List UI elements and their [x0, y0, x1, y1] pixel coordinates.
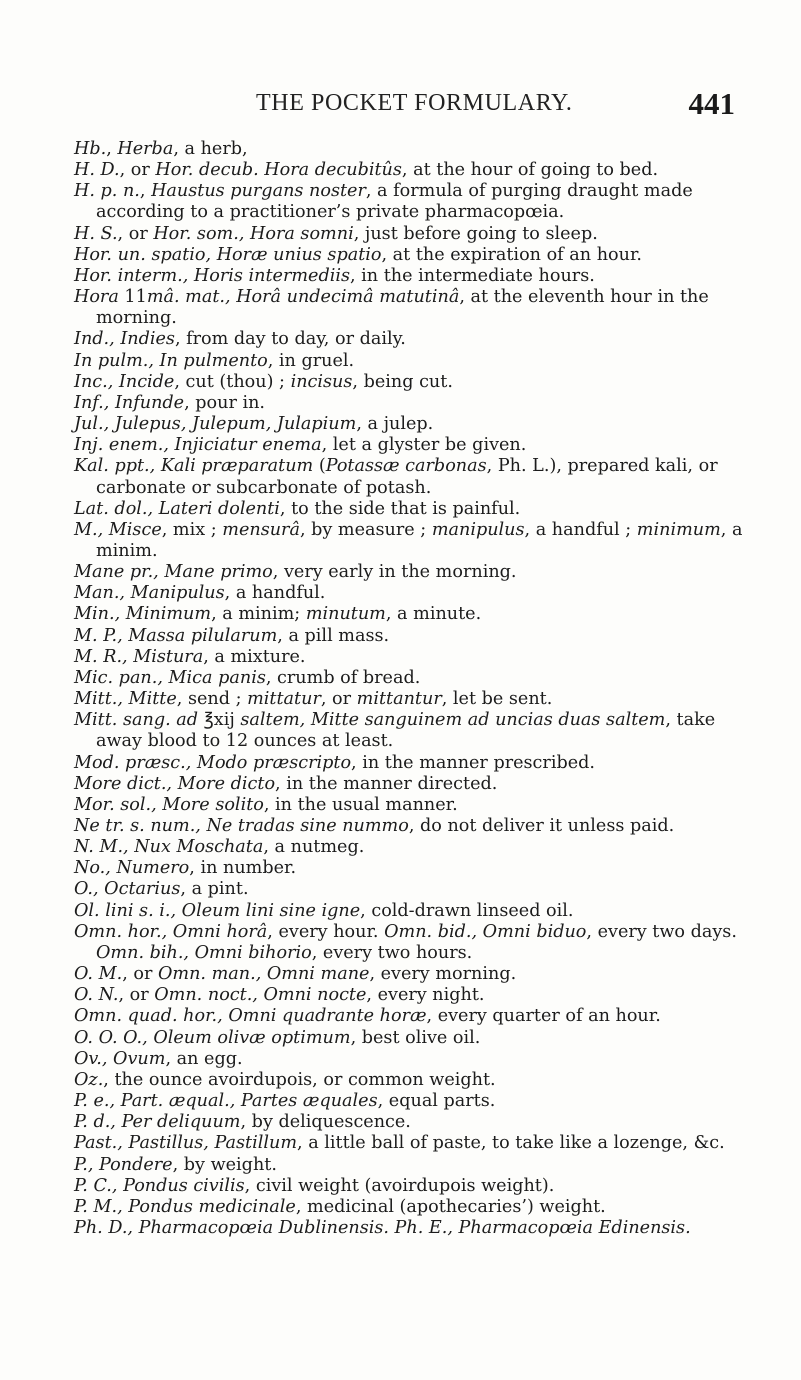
abbreviation-entry: [74, 287, 744, 329]
gloss-text: , mix ;: [161, 519, 223, 540]
latin-term: Ph. D., Pharmacopœia Dublinensis. Ph. E., Pharmacopœia Edinensis.: [74, 1217, 691, 1238]
gloss-text: , every hour.: [267, 921, 385, 942]
gloss-text: , at the eleventh hour in the morning.: [96, 287, 709, 329]
abbreviation-entry: [74, 1006, 744, 1027]
latin-term: Mor. sol., More solito: [74, 794, 264, 815]
latin-term: Mane pr., Mane primo: [74, 562, 273, 583]
latin-term: O., Octarius: [74, 879, 181, 900]
abbreviation-entry: [74, 753, 744, 774]
gloss-text: , let be sent.: [441, 689, 553, 710]
latin-term: mensurâ: [222, 519, 300, 540]
gloss-text: ,: [106, 139, 118, 159]
gloss-text: , every two hours.: [311, 942, 473, 963]
gloss-text: , cold-drawn linseed oil.: [360, 900, 574, 921]
abbreviation-entry: [74, 1049, 744, 1070]
abbreviation-entry: [74, 689, 744, 710]
latin-term: Ind., Indies: [74, 329, 175, 350]
abbreviation-entry: [74, 922, 744, 964]
abbreviation-entry: [74, 414, 744, 435]
latin-term: P. M., Pondus medicinale: [74, 1196, 296, 1217]
gloss-text: , in the usual manner.: [263, 794, 458, 815]
gloss-text: , the ounce avoirdupois, or common weight.: [103, 1069, 496, 1090]
gloss-text: , send ;: [176, 689, 248, 710]
gloss-text: , a minim.: [96, 519, 743, 561]
abbreviation-entry: [74, 393, 744, 414]
gloss-text: , crumb of bread.: [265, 667, 421, 688]
latin-term: O. N.: [74, 985, 119, 1006]
latin-term: Hb.: [74, 139, 107, 159]
gloss-text: , at the hour of going to bed.: [401, 160, 659, 181]
latin-term: N. M., Nux Moschata: [74, 837, 264, 858]
abbreviation-entry: [74, 351, 744, 372]
latin-term: No., Numero: [74, 858, 190, 879]
abbreviation-entry: [74, 795, 744, 816]
gloss-text: , civil weight (avoirdupois weight).: [244, 1175, 555, 1196]
latin-term: More dict., More dicto: [74, 773, 276, 794]
latin-term: saltem, Mitte sanguinem ad uncias duas saltem: [240, 710, 666, 731]
abbreviation-entry: [74, 245, 744, 266]
abbreviation-entry: [74, 710, 744, 752]
latin-term: Inj. enem., Injiciatur enema: [74, 435, 322, 456]
gloss-text: , in the intermediate hours.: [350, 265, 595, 286]
latin-term: Min., Minimum: [74, 604, 212, 625]
latin-term: Hora: [74, 287, 119, 308]
abbreviation-entry: [74, 1028, 744, 1049]
latin-term: H. S.: [74, 223, 118, 244]
abbreviation-entry: [74, 604, 744, 625]
abbreviation-entry: [74, 520, 744, 562]
gloss-text: , a mixture.: [203, 646, 306, 667]
latin-term: Mitt. sang. ad: [74, 710, 199, 731]
latin-term: Kal. ppt., Kali præparatum: [74, 456, 314, 477]
gloss-text: , being cut.: [352, 371, 453, 392]
latin-term: minimum: [636, 519, 721, 540]
latin-term: P. C., Pondus civilis: [74, 1175, 245, 1196]
latin-term: Hor. som., Hora somni: [153, 223, 354, 244]
abbreviation-entry: [74, 266, 744, 287]
abbreviation-entry: [74, 1218, 744, 1239]
gloss-text: , a minim;: [211, 604, 306, 625]
abbreviation-entry: [74, 435, 744, 456]
abbreviation-entry: [74, 816, 744, 837]
abbreviation-entry: [74, 329, 744, 350]
latin-term: Omn. quad. hor., Omni quadrante horæ: [74, 1006, 427, 1027]
gloss-text: , a pill mass.: [277, 625, 390, 646]
gloss-text: , let a glyster be given.: [321, 435, 527, 456]
latin-term: O. O. O., Oleum olivæ optimum: [74, 1027, 351, 1048]
latin-term: Jul., Julepus, Julepum, Julapium: [74, 414, 357, 435]
latin-term: H. D.: [74, 160, 120, 181]
latin-term: Hor. decub. Hora decubitûs: [155, 160, 402, 181]
latin-term: Mic. pan., Mica panis: [74, 667, 266, 688]
gloss-text: , every two days.: [586, 921, 737, 942]
latin-term: Haustus purgans noster: [151, 181, 366, 202]
latin-term: Ov., Ovum: [74, 1048, 166, 1069]
gloss-text: , medicinal (apothecaries’) weight.: [295, 1196, 606, 1217]
gloss-text: , from day to day, or daily.: [174, 329, 406, 350]
latin-term: Herba: [117, 139, 174, 159]
gloss-text: , in the manner prescribed.: [351, 752, 595, 773]
gloss-text: , an egg.: [165, 1048, 243, 1069]
abbreviation-entry: [74, 1176, 744, 1197]
gloss-text: , very early in the morning.: [272, 562, 517, 583]
abbreviation-entry: [74, 139, 744, 160]
latin-term: Mod. præsc., Modo præscripto: [74, 752, 352, 773]
gloss-text: , a nutmeg.: [263, 837, 365, 858]
latin-term: Hor. un. spatio, Horæ unius spatio: [74, 244, 382, 265]
gloss-text: ,: [139, 181, 152, 202]
gloss-text: , a handful.: [224, 583, 326, 604]
gloss-text: , every quarter of an hour.: [426, 1006, 661, 1027]
gloss-text: , do not deliver it unless paid.: [408, 816, 675, 836]
latin-term: Omn. noct., Omni nocte: [154, 985, 367, 1006]
gloss-text: , to the side that is painful.: [279, 498, 521, 519]
latin-term: Omn. bih., Omni bihorio: [96, 942, 312, 963]
abbreviation-entry: [74, 837, 744, 858]
latin-term: Mitt., Mitte: [74, 689, 177, 710]
latin-term: Past., Pastillus, Pastillum: [74, 1133, 298, 1154]
gloss-text: , a handful ;: [524, 519, 637, 540]
abbreviation-entry: [74, 774, 744, 795]
gloss-text: 11: [118, 287, 147, 308]
latin-term: M. R., Mistura: [74, 646, 204, 667]
gloss-text: , or: [320, 689, 357, 710]
latin-term: Potassæ carbonas: [325, 456, 487, 477]
gloss-text: , or: [119, 160, 156, 181]
latin-term: Lat. dol., Lateri dolenti: [74, 498, 280, 519]
latin-term: P. e., Part. æqual., Partes æquales: [74, 1091, 378, 1112]
abbreviation-entry: [74, 583, 744, 604]
abbreviation-entry: [74, 499, 744, 520]
gloss-text: , a minute.: [385, 604, 482, 625]
abbreviation-entry: [74, 858, 744, 879]
gloss-text: , in gruel.: [267, 350, 355, 371]
gloss-text: , every morning.: [369, 964, 517, 985]
gloss-text: , cut (thou) ;: [174, 371, 291, 392]
abbreviation-entry: [74, 181, 744, 223]
latin-term: Man., Manipulus: [74, 583, 225, 604]
gloss-text: , every night.: [366, 985, 485, 1006]
gloss-text: , just before going to sleep.: [353, 223, 598, 244]
abbreviation-entry: [74, 964, 744, 985]
running-title: THE POCKET FORMULARY.: [256, 90, 573, 116]
gloss-text: , equal parts.: [377, 1091, 496, 1112]
gloss-text: , take away blood to 12 ounces at least.: [96, 710, 716, 752]
gloss-text: (: [313, 456, 326, 477]
abbreviation-entry: [74, 1133, 744, 1154]
gloss-text: , in number.: [189, 858, 297, 879]
gloss-text: , or: [117, 223, 154, 244]
abbreviation-entry: [74, 562, 744, 583]
latin-term: minutum: [305, 604, 386, 625]
latin-term: Inf., Infunde: [74, 392, 185, 413]
latin-term: Inc., Incide: [74, 371, 175, 392]
latin-term: In pulm., In pulmento: [74, 350, 268, 371]
latin-term: Omn. hor., Omni horâ: [74, 921, 268, 942]
gloss-text: , by weight.: [172, 1154, 277, 1175]
latin-term: Omn. man., Omni mane: [157, 964, 370, 985]
abbreviation-list: [74, 139, 744, 1239]
gloss-text: , a julep.: [356, 414, 434, 435]
latin-term: mittatur: [247, 689, 321, 710]
latin-term: Ol. lini s. i., Oleum lini sine igne: [74, 900, 361, 921]
abbreviation-entry: [74, 1070, 744, 1091]
gloss-text: , a formula of purging draught made according to a practitioner’s private pharmacopœia.: [96, 181, 693, 223]
gloss-text: , best olive oil.: [350, 1027, 481, 1048]
latin-term: mittantur: [356, 689, 442, 710]
abbreviation-entry: [74, 224, 744, 245]
latin-term: O. M.: [74, 964, 123, 985]
latin-term: Oz.: [74, 1069, 104, 1090]
latin-term: H. p. n.: [74, 181, 140, 202]
abbreviation-entry: [74, 372, 744, 393]
gloss-text: , by deliquescence.: [240, 1112, 411, 1133]
latin-term: manipulus: [431, 519, 525, 540]
abbreviation-entry: [74, 647, 744, 668]
abbreviation-entry: [74, 1112, 744, 1133]
latin-term: Omn. bid., Omni biduo: [384, 921, 587, 942]
abbreviation-entry: [74, 160, 744, 181]
abbreviation-entry: [74, 985, 744, 1006]
page-number: 441: [688, 86, 735, 121]
gloss-text: , or: [118, 985, 155, 1006]
gloss-text: , or: [122, 964, 158, 985]
abbreviation-entry: [74, 901, 744, 922]
latin-term: P., Pondere: [74, 1154, 173, 1175]
gloss-text: , by measure ;: [299, 519, 432, 540]
abbreviation-entry: [74, 456, 744, 498]
gloss-text: , Ph. L.), prepared kali, or carbonate or subcarbonate of potash.: [96, 456, 718, 498]
latin-term: Ne tr. s. num., Ne tradas sine nummo: [74, 816, 409, 836]
gloss-text: , at the expiration of an hour.: [381, 244, 643, 265]
abbreviation-entry: [74, 1155, 744, 1176]
latin-term: mâ. mat., Horâ undecimâ matutinâ: [146, 287, 460, 308]
gloss-text: , a little ball of paste, to take like a lozenge, &c.: [297, 1133, 725, 1154]
gloss-text: , pour in.: [184, 392, 266, 413]
latin-term: incisus: [290, 371, 353, 392]
gloss-text: , in the manner directed.: [275, 773, 498, 794]
abbreviation-entry: [74, 1091, 744, 1112]
latin-term: P. d., Per deliquum: [74, 1112, 241, 1133]
abbreviation-entry: [74, 668, 744, 689]
gloss-text: ℥xij: [198, 710, 241, 731]
latin-term: M., Misce: [74, 519, 162, 540]
page-header: [0, 86, 801, 126]
gloss-text: , a herb,: [173, 139, 248, 159]
abbreviation-entry: [74, 1197, 744, 1218]
abbreviation-entry: [74, 626, 744, 647]
latin-term: Hor. interm., Horis intermediis: [74, 265, 350, 286]
abbreviation-entry: [74, 879, 744, 900]
gloss-text: , a pint.: [180, 879, 249, 900]
latin-term: M. P., Massa pilularum: [74, 625, 278, 646]
